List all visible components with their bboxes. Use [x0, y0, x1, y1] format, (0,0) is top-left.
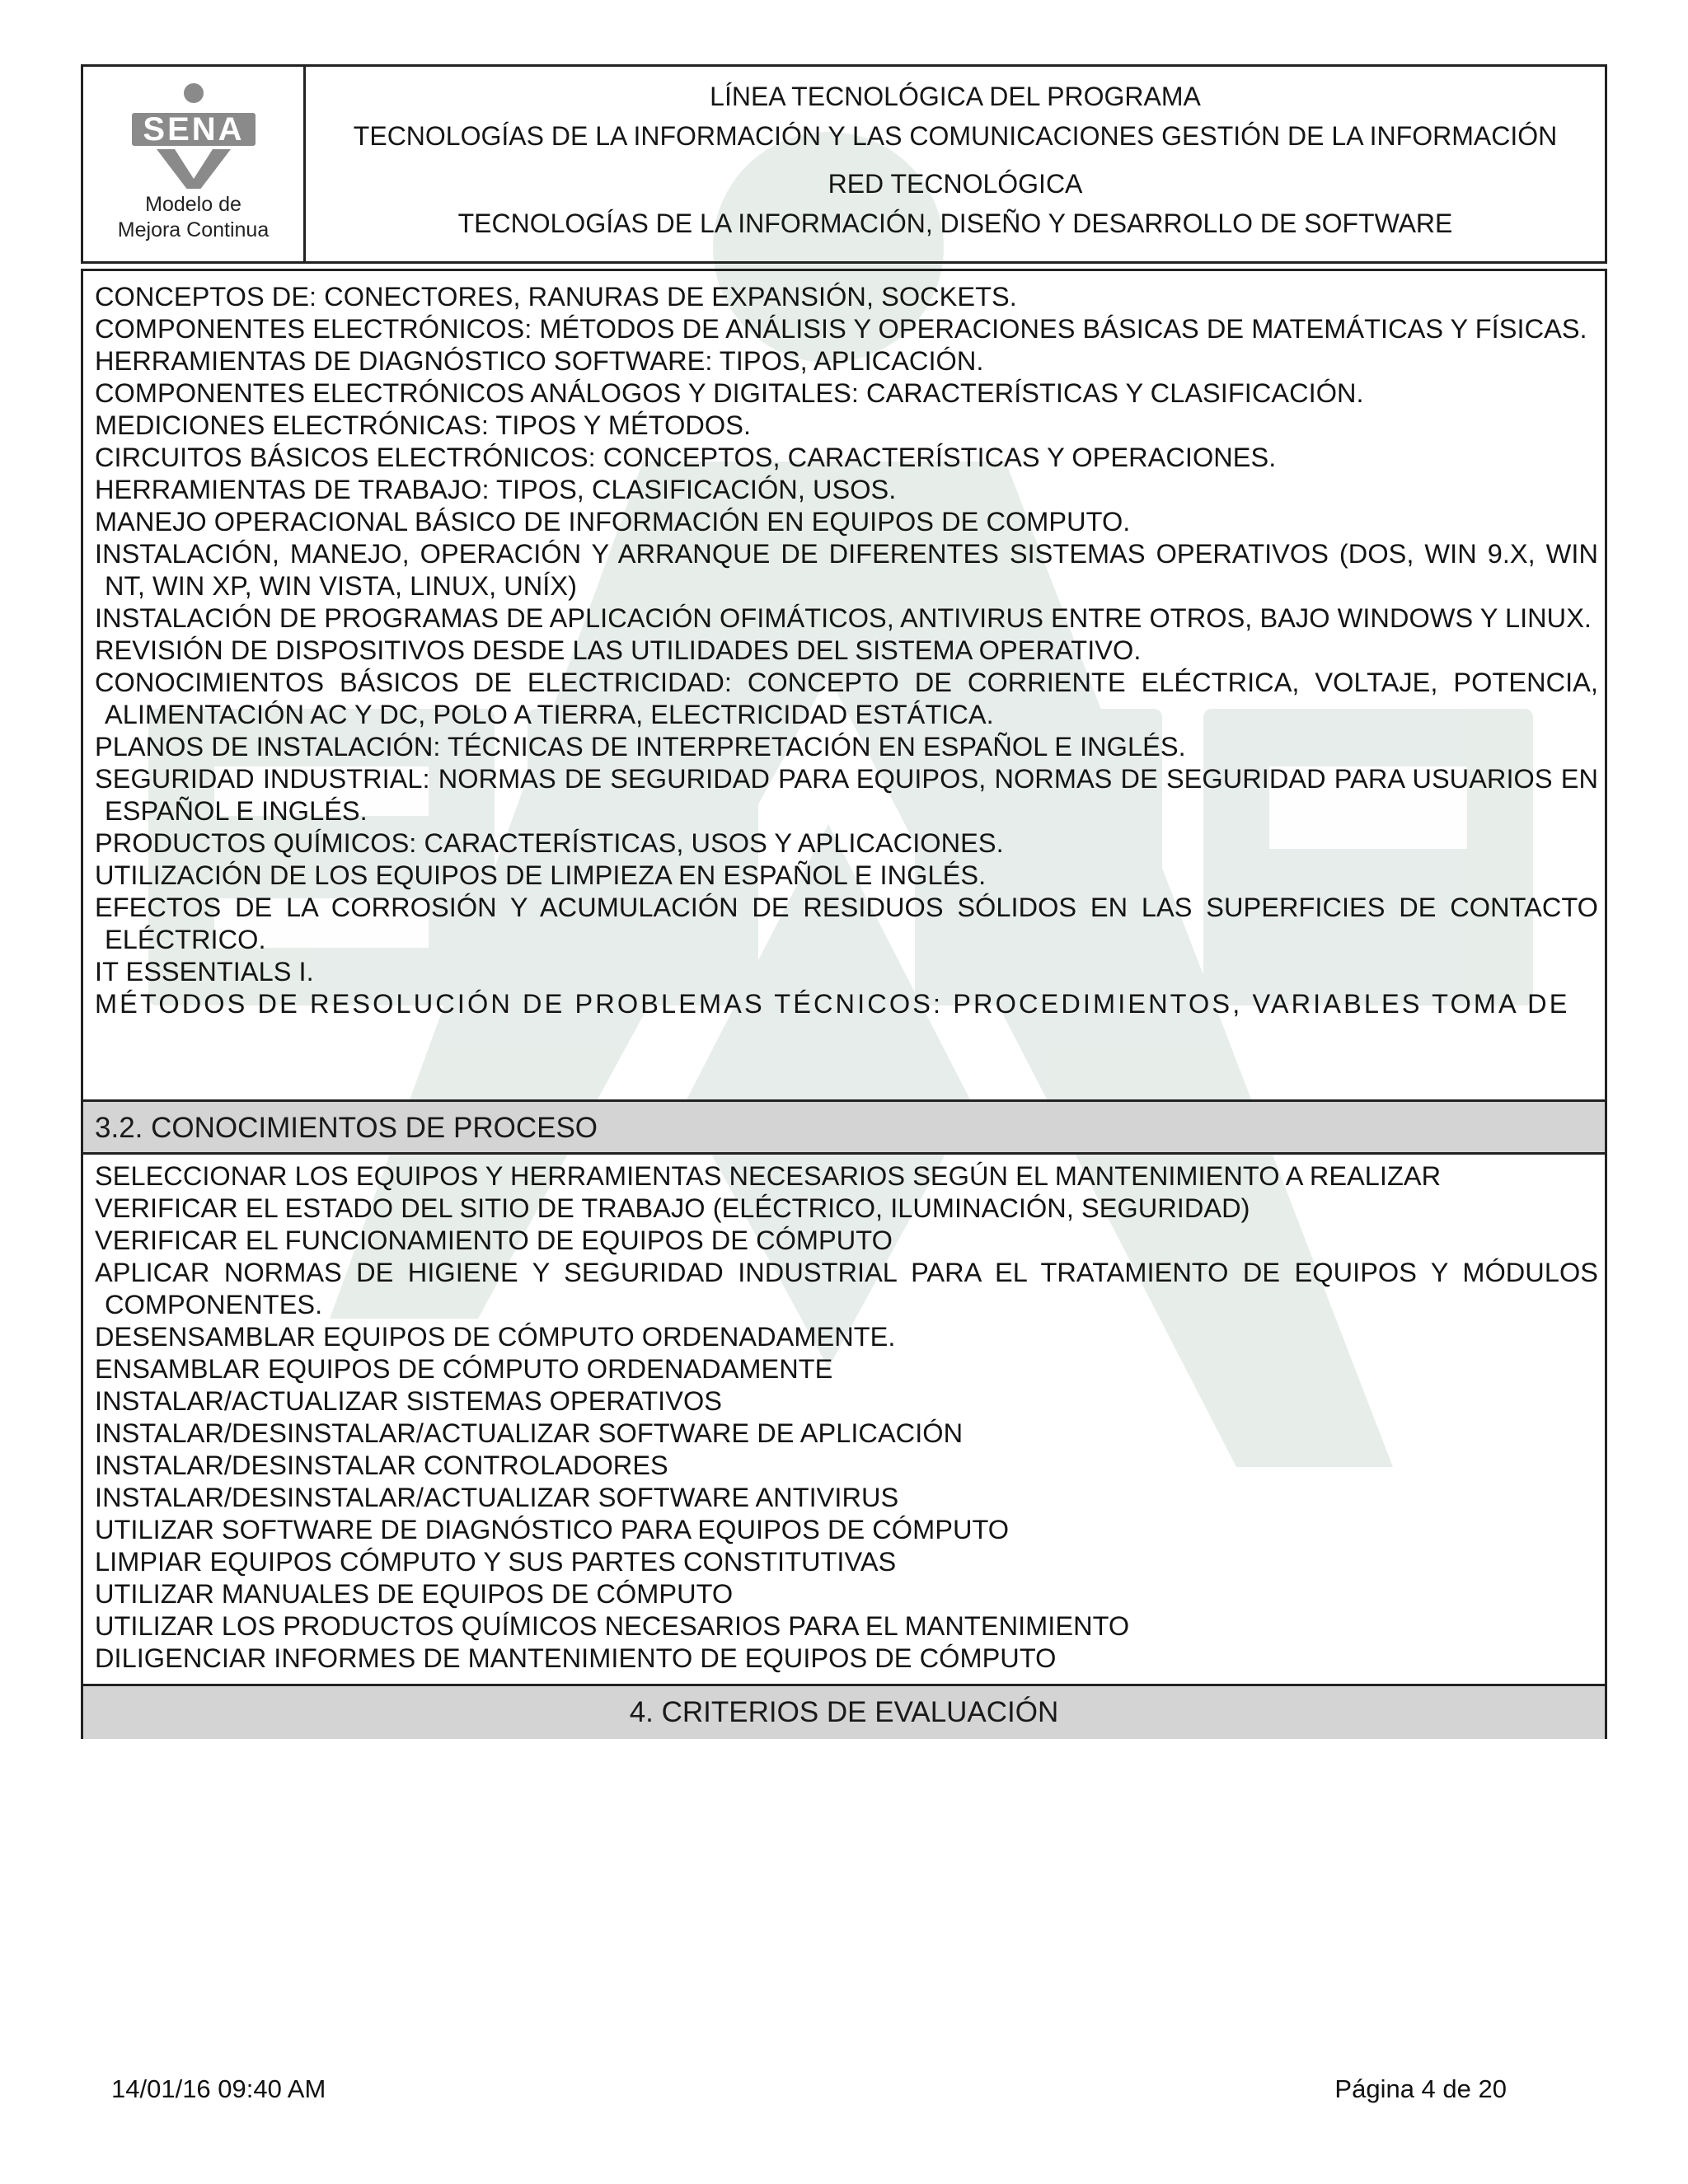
- section-header-criteria: [83, 1684, 1605, 1739]
- list-item: VERIFICAR EL ESTADO DEL SITIO DE TRABAJO (ELÉCTRICO, ILUMINACIÓN, SEGURIDAD): [95, 1193, 1250, 1223]
- list-item: CONOCIMIENTOS BÁSICOS DE ELECTRICIDAD: CONCEPTO DE CORRIENTE ELÉCTRICA, VOLTAJE, POTENCIA, ALIMENTACIÓN AC Y DC, POLO A TIERRA, ELECTRICIDAD ESTÁTICA.: [95, 668, 1598, 729]
- header-table: [81, 64, 1607, 264]
- list-item: COMPONENTES ELECTRÓNICOS: MÉTODOS DE ANÁLISIS Y OPERACIONES BÁSICAS DE MATEMÁTICAS Y FÍSICAS.: [95, 314, 1587, 344]
- logo-caption: [83, 192, 303, 243]
- sena-logo-cell: [83, 67, 306, 261]
- knowledge-list: [95, 281, 1598, 1107]
- list-item: IT ESSENTIALS I.: [95, 957, 314, 987]
- list-item: SELECCIONAR LOS EQUIPOS Y HERRAMIENTAS NECESARIOS SEGÚN EL MANTENIMIENTO A REALIZAR: [95, 1161, 1442, 1191]
- list-item: INSTALACIÓN, MANEJO, OPERACIÓN Y ARRANQUE DE DIFERENTES SISTEMAS OPERATIVOS (DOS, WIN 9.X, WIN NT, WIN XP, WIN VISTA, LINUX, UNÍX): [95, 539, 1598, 601]
- section-header-process: [83, 1099, 1605, 1155]
- list-item: MANEJO OPERACIONAL BÁSICO DE INFORMACIÓN EN EQUIPOS DE COMPUTO.: [95, 507, 1131, 537]
- list-item: PLANOS DE INSTALACIÓN: TÉCNICAS DE INTERPRETACIÓN EN ESPAÑOL E INGLÉS.: [95, 732, 1186, 762]
- list-item: DESENSAMBLAR EQUIPOS DE CÓMPUTO ORDENADAMENTE.: [95, 1322, 896, 1352]
- list-item: SEGURIDAD INDUSTRIAL: NORMAS DE SEGURIDAD PARA EQUIPOS, NORMAS DE SEGURIDAD PARA USUARIOS EN ESPAÑOL E INGLÉS.: [95, 764, 1598, 826]
- list-item: HERRAMIENTAS DE TRABAJO: TIPOS, CLASIFICACIÓN, USOS.: [95, 475, 897, 504]
- list-item: CIRCUITOS BÁSICOS ELECTRÓNICOS: CONCEPTOS, CARACTERÍSTICAS Y OPERACIONES.: [95, 443, 1277, 472]
- header-titles: [306, 67, 1605, 261]
- list-item: CONCEPTOS DE: CONECTORES, RANURAS DE EXPANSIÓN, SOCKETS.: [95, 282, 1017, 312]
- section-title-process: 3.2. CONOCIMIENTOS DE PROCESO: [95, 1112, 598, 1144]
- footer-timestamp: 14/01/16 09:40 AM: [111, 2074, 326, 2103]
- list-item: INSTALACIÓN DE PROGRAMAS DE APLICACIÓN OFIMÁTICOS, ANTIVIRUS ENTRE OTROS, BAJO WINDOWS Y LINUX.: [95, 603, 1592, 633]
- list-item: REVISIÓN DE DISPOSITIVOS DESDE LAS UTILIDADES DEL SISTEMA OPERATIVO.: [95, 635, 1142, 665]
- header-line-tecnologias: TECNOLOGÍAS DE LA INFORMACIÓN Y LAS COMUNICACIONES GESTIÓN DE LA INFORMACIÓN: [353, 121, 1558, 151]
- list-item: UTILIZAR LOS PRODUCTOS QUÍMICOS NECESARIOS PARA EL MANTENIMIENTO: [95, 1611, 1130, 1641]
- logo-caption-line1: Modelo de: [145, 193, 241, 216]
- list-item: UTILIZAR MANUALES DE EQUIPOS DE CÓMPUTO: [95, 1579, 734, 1609]
- logo-caption-line2: Mejora Continua: [117, 218, 270, 241]
- list-item: APLICAR NORMAS DE HIGIENE Y SEGURIDAD INDUSTRIAL PARA EL TRATAMIENTO DE EQUIPOS Y MÓDULOS COMPONENTES.: [95, 1258, 1598, 1319]
- list-item: UTILIZAR SOFTWARE DE DIAGNÓSTICO PARA EQUIPOS DE CÓMPUTO: [95, 1515, 1010, 1544]
- list-item: MEDICIONES ELECTRÓNICAS: TIPOS Y MÉTODOS.: [95, 410, 752, 440]
- sena-logo-icon: [124, 82, 264, 189]
- list-item: PRODUCTOS QUÍMICOS: CARACTERÍSTICAS, USOS Y APLICACIONES.: [95, 828, 1004, 858]
- list-item: COMPONENTES ELECTRÓNICOS ANÁLOGOS Y DIGITALES: CARACTERÍSTICAS Y CLASIFICACIÓN.: [95, 378, 1364, 408]
- list-item: LIMPIAR EQUIPOS CÓMPUTO Y SUS PARTES CONSTITUTIVAS: [95, 1547, 897, 1577]
- list-item: HERRAMIENTAS DE DIAGNÓSTICO SOFTWARE: TIPOS, APLICACIÓN.: [95, 346, 984, 376]
- footer-page-number: Página 4 de 20: [1334, 2074, 1507, 2103]
- list-item: ENSAMBLAR EQUIPOS DE CÓMPUTO ORDENADAMENTE: [95, 1354, 833, 1384]
- list-item: DILIGENCIAR INFORMES DE MANTENIMIENTO DE EQUIPOS DE CÓMPUTO: [95, 1643, 1057, 1673]
- content-table: [81, 269, 1607, 1739]
- header-line-diseno: TECNOLOGÍAS DE LA INFORMACIÓN, DISEÑO Y DESARROLLO DE SOFTWARE: [457, 209, 1453, 238]
- list-item: VERIFICAR EL FUNCIONAMIENTO DE EQUIPOS DE CÓMPUTO: [95, 1226, 893, 1255]
- list-item: INSTALAR/DESINSTALAR/ACTUALIZAR SOFTWARE ANTIVIRUS: [95, 1483, 899, 1512]
- sena-logo-wordmark: SENA: [142, 111, 245, 148]
- header-line-red: RED TECNOLÓGICA: [828, 169, 1083, 199]
- list-item: INSTALAR/ACTUALIZAR SISTEMAS OPERATIVOS: [95, 1386, 723, 1416]
- list-item: EFECTOS DE LA CORROSIÓN Y ACUMULACIÓN DE RESIDUOS SÓLIDOS EN LAS SUPERFICIES DE CONTACTO ELÉCTRICO.: [95, 893, 1598, 954]
- header-line-linea: LÍNEA TECNOLÓGICA DEL PROGRAMA: [710, 82, 1201, 111]
- section-title-criteria: 4. CRITERIOS DE EVALUACIÓN: [629, 1696, 1059, 1728]
- process-list: [95, 1160, 1598, 1684]
- list-item: MÉTODOS DE RESOLUCIÓN DE PROBLEMAS TÉCNICOS: PROCEDIMIENTOS, VARIABLES TOMA DE: [95, 989, 1570, 1019]
- list-item: INSTALAR/DESINSTALAR/ACTUALIZAR SOFTWARE DE APLICACIÓN: [95, 1418, 964, 1448]
- list-item: UTILIZACIÓN DE LOS EQUIPOS DE LIMPIEZA EN ESPAÑOL E INGLÉS.: [95, 860, 987, 890]
- list-item: INSTALAR/DESINSTALAR CONTROLADORES: [95, 1451, 668, 1480]
